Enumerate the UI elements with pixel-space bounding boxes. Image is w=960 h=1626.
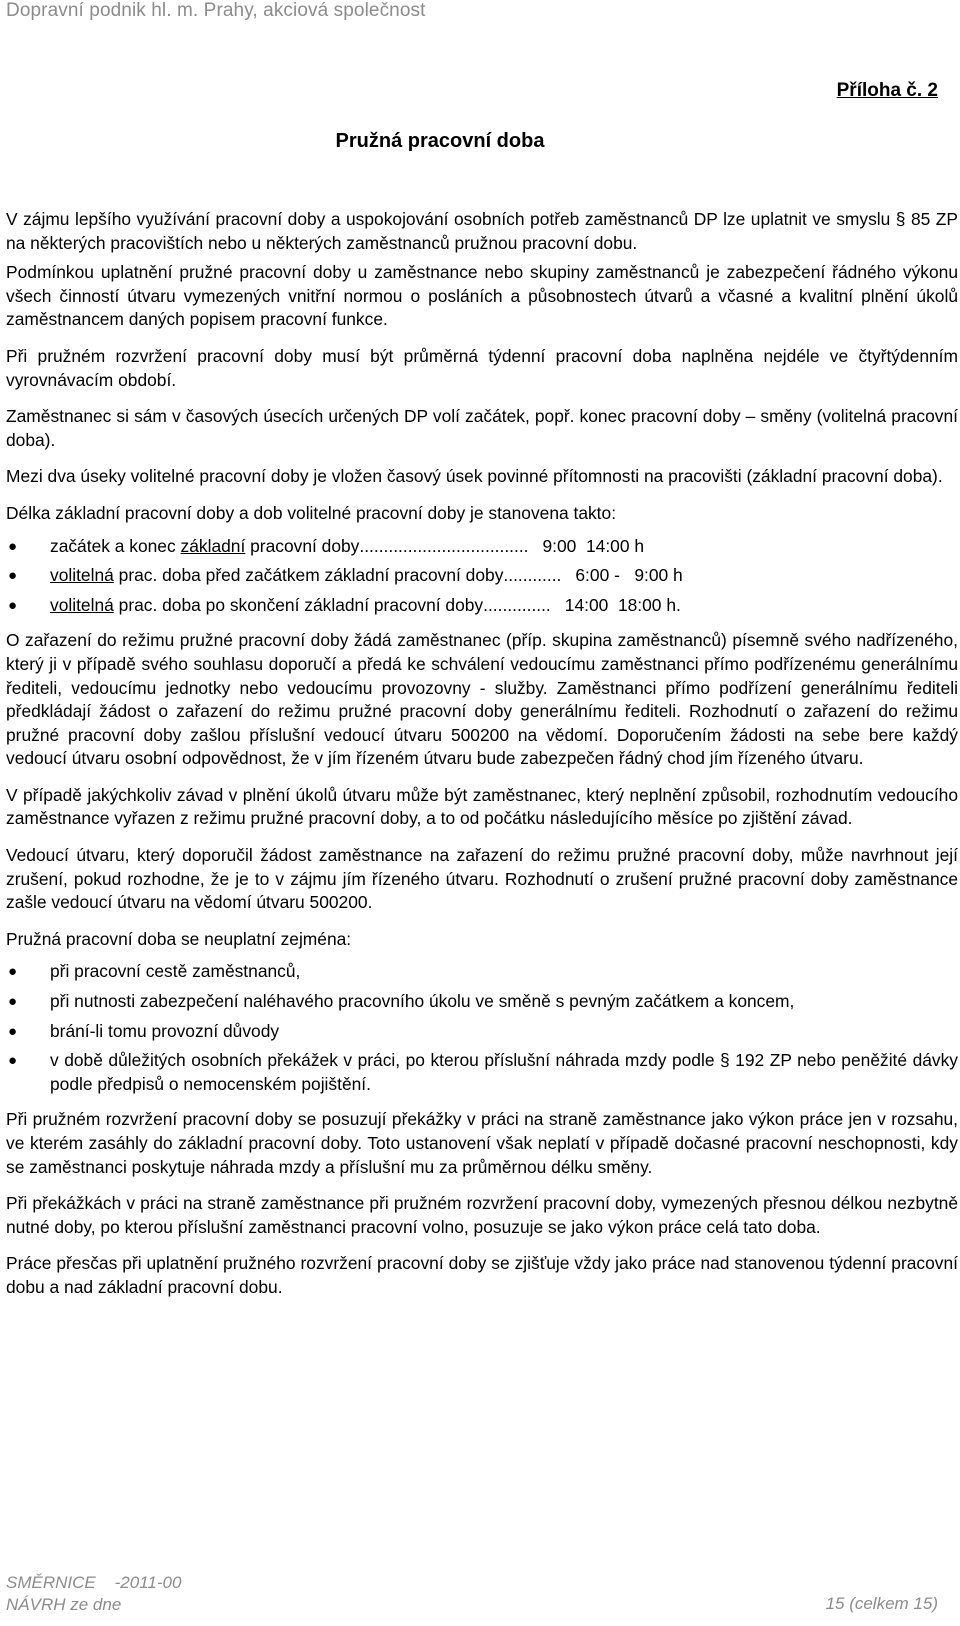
paragraph-overtime: Práce přesčas při uplatnění pružného rozvržení pracovní doby se zjišťuje vždy jako práce nad stanovenou týdenní pracovní dobu a nad základní pracovní dobu. bbox=[6, 1253, 958, 1297]
schedule-value: 6:00 - 9:00 h bbox=[575, 565, 683, 586]
list-item: ● v době důležitých osobních překážek v práci, po kterou příslušní náhrada mzdy podle § 192 ZP nebo peněžité dávky podle předpisů o nemocenském pojištění. bbox=[8, 1050, 958, 1094]
schedule-list bbox=[6, 535, 958, 618]
list-item: ● při pracovní cestě zaměstnanců, bbox=[6, 960, 958, 984]
schedule-value: 9:00 14:00 h bbox=[542, 535, 645, 556]
list-item: ● při nutnosti zabezpečení naléhavého pracovního úkolu ve směně s pevným začátkem a koncem, bbox=[6, 990, 958, 1014]
paragraph-cancellation: Vedoucí útvaru, který doporučil žádost zaměstnance na zařazení do režimu pružné pracovní doby, může navrhnout její zrušení, pokud rozhodne, že je to v zájmu jím řízeného útvaru. Rozhodnutí o zrušení pružné pracovní doby zaměstnance zašle vedoucí útvaru na vědomí útvaru 500200. bbox=[6, 845, 958, 913]
paragraph-conditions: Podmínkou uplatnění pružné pracovní doby u zaměstnance nebo skupiny zaměstnanců je zabezpečení řádného výkonu všech činností útvaru vymezených vnitřní normou o posláních a působnostech útvarů a včasné a kvalitní plnění úkolů zaměstnancem daných popisem pracovní funkce. bbox=[6, 262, 958, 330]
schedule-label: volitelná prac. doba před začátkem základní pracovní doby bbox=[50, 565, 504, 586]
bullet-icon: ● bbox=[8, 1022, 18, 1040]
annex-label: Příloha č. 2 bbox=[836, 80, 938, 101]
paragraph-obstacles-duration: Při překážkách v práci na straně zaměstnance při pružném rozvržení pracovní doby, vymezených přesnou délkou nezbytně nutné doby, po kterou příslušní zaměstnanci pracovní volno, posuzuje se jako výkon práce celá tato doba. bbox=[6, 1193, 958, 1237]
document-title: Pružná pracovní doba bbox=[335, 130, 545, 152]
bullet-icon: ● bbox=[8, 963, 18, 981]
paragraph-schedule-intro: Délka základní pracovní doby a dob volitelné pracovní doby je stanovena takto: bbox=[6, 502, 617, 523]
leader-dots: .............. bbox=[483, 594, 551, 615]
paragraph-core-time: Mezi dva úseky volitelné pracovní doby je vložen časový úsek povinné přítomnosti na pracovišti (základní pracovní doba). bbox=[6, 466, 943, 487]
footer-page-number: 15 (celkem 15) bbox=[825, 1594, 938, 1613]
footer-document-info bbox=[6, 1572, 181, 1616]
exceptions-list bbox=[6, 960, 958, 1096]
bullet-icon: ● bbox=[8, 596, 18, 614]
paragraph-intro: V zájmu lepšího využívání pracovní doby a uspokojování osobních potřeb zaměstnanců DP lze uplatnit ve smyslu § 85 ZP na některých pracovištích nebo u některých zaměstnanců pružnou pracovní dobu. bbox=[6, 209, 958, 253]
leader-dots: ................................... bbox=[359, 535, 529, 556]
paragraph-exclusion: V případě jakýchkoliv závad v plnění úkolů útvaru může být zaměstnanec, který neplnění způsobil, rozhodnutím vedoucího zaměstnance vyřazen z režimu pružné pracovní doby, a to od počátku následujícího měsíce po zjištění závad. bbox=[6, 784, 958, 829]
bullet-icon: ● bbox=[8, 537, 18, 555]
list-item bbox=[6, 594, 958, 618]
bullet-icon: ● bbox=[8, 567, 18, 585]
header-organization: Dopravní podnik hl. m. Prahy, akciová společnost bbox=[6, 0, 426, 21]
footer-draft-date: NÁVRH ze dne bbox=[6, 1595, 122, 1614]
list-item: ● brání-li tomu provozní důvody bbox=[6, 1020, 958, 1044]
bullet-icon: ● bbox=[8, 1052, 18, 1070]
schedule-label: začátek a konec základní pracovní doby bbox=[50, 535, 360, 556]
paragraph-obstacles: Při pružném rozvržení pracovní doby se posuzují překážky v práci na straně zaměstnance jako výkon práce jen v rozsahu, ve kterém zasáhly do základní pracovní doby. Toto ustanovení však neplatí v případě dočasné pracovní neschopnosti, kdy se zaměstnanci poskytuje náhrada mzdy a příslušní mu za průměrnou délku směny. bbox=[6, 1109, 958, 1177]
footer-directive: SMĚRNICE -2011-00 bbox=[6, 1573, 182, 1592]
schedule-label: volitelná prac. doba po skončení základní pracovní doby bbox=[50, 594, 484, 615]
list-item bbox=[6, 535, 958, 559]
paragraph-averaging: Při pružném rozvržení pracovní doby musí být průměrná týdenní pracovní doba naplněna nejdéle ve čtyřtýdenním vyrovnávacím období. bbox=[6, 345, 958, 390]
document-body bbox=[6, 208, 958, 1313]
paragraph-exceptions-intro: Pružná pracovní doba se neuplatní zejména: bbox=[6, 928, 352, 949]
paragraph-choice: Zaměstnanec si sám v časových úsecích určených DP volí začátek, popř. konec pracovní doby – směny (volitelná pracovní doba). bbox=[6, 406, 958, 450]
bullet-icon: ● bbox=[8, 993, 18, 1011]
paragraph-request: O zařazení do režimu pružné pracovní doby žádá zaměstnanec (příp. skupina zaměstnanců) písemně svého nadřízeného, který ji v případě svého souhlasu doporučí a předá ke schválení vedoucímu zaměstnanci přímo podřízenému generálnímu řediteli, vedoucímu jednotky nebo vedoucímu provozovny - služby. Zaměstnanci přímo podřízení generálnímu řediteli předkládají žádost o zařazení do režimu pružné pracovní doby generálnímu řediteli. Rozhodnutí o zařazení do režimu pružné pracovní doby zašlou příslušní vedoucí útvaru 500200 na vědomí. Doporučením žádosti na sebe bere každý vedoucí útvaru osobní odpovědnost, že v jím řízeném útvaru bude zabezpečen řádný chod jím řízeného útvaru. bbox=[6, 630, 958, 769]
schedule-value: 14:00 18:00 h. bbox=[564, 594, 681, 615]
list-item bbox=[6, 564, 958, 588]
leader-dots: ............ bbox=[503, 565, 562, 586]
